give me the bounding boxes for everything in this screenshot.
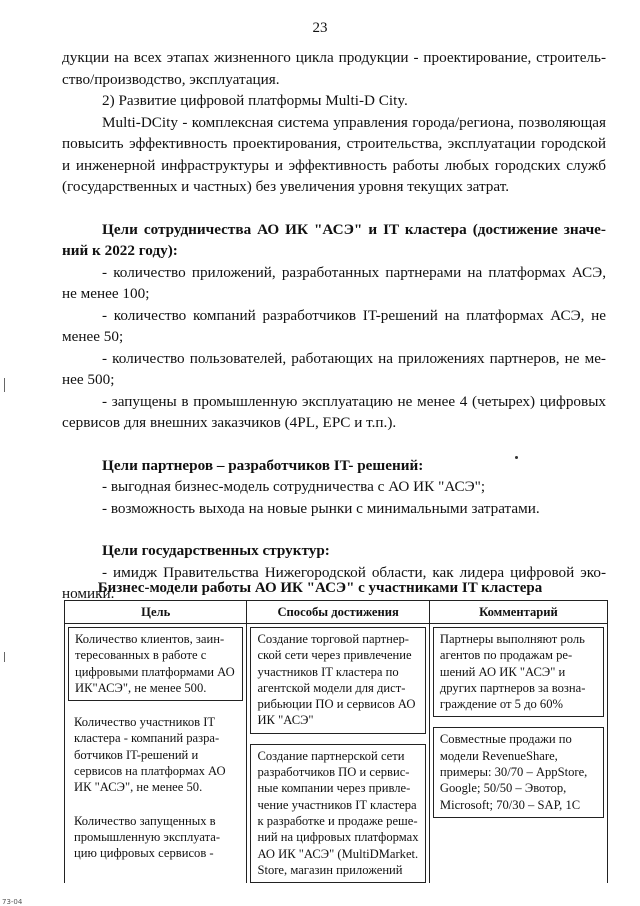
- table-cell: Создание партнерской сети разработчиков ПО и сервис-ные компании через привле-чение участников IT кластера к разработке и продаже реше-ний на цифровых платформах АО ИК "АСЭ" (MultiDMarket. Store, магазин приложений: [250, 744, 425, 883]
- partner-goals-heading: Цели партнеров – разработчиков IT- решений:: [102, 456, 424, 474]
- scan-margin-mark: [4, 652, 5, 662]
- paragraph: Multi-DCity - комплексная система управления города/региона, позволяющая повысить эффективность проектирования, строительства, эксплуатации городской и инженерной инфраструктуры и эффективность работы любых городских служб (государственных и частных) без увеличения уровня текущих затрат.: [62, 113, 606, 195]
- table-header-row: [65, 601, 608, 624]
- list-item: - количество приложений, разработанных партнерами на платформах АСЭ, не менее 100;: [62, 263, 606, 302]
- column-header: Способы достижения: [247, 601, 429, 624]
- column-header: Комментарий: [429, 601, 607, 624]
- cooperation-goals-heading: Цели сотрудничества АО ИК "АСЭ" и IT кластера (достижение значе-ний к 2022 году):: [62, 220, 606, 259]
- comment-column: [429, 624, 607, 884]
- state-goals-heading: Цели государственных структур:: [102, 542, 330, 559]
- business-models-table: [64, 600, 608, 883]
- footer-mark: 73-04: [2, 898, 23, 906]
- list-item: - имидж Правительства Нижегородской области, как лидера цифровой эко-номики.: [62, 563, 606, 602]
- scan-speck: [515, 456, 518, 459]
- table-cell: Количество клиентов, заин-тересованных в работе с цифровыми платформами АО ИК"АСЭ", не менее 500.: [68, 627, 243, 701]
- table-title: Бизнес-модели работы АО ИК "АСЭ" с участниками IT кластера: [97, 580, 543, 596]
- list-item: - возможность выхода на новые рынки с минимальными затратами.: [102, 499, 540, 517]
- list-item: - количество компаний разработчиков IT-решений на платформах АСЭ, не менее 50;: [62, 306, 606, 345]
- goal-column: [65, 624, 247, 884]
- column-header: Цель: [65, 601, 247, 624]
- table-cell: Создание торговой партнер-ской сети через привлечение участников IT кластера по агентской модели для дист-рибьюции ПО и сервисов АО ИК "АСЭ": [250, 627, 425, 734]
- table-cell: Количество участников IT кластера - компаний разра-ботчиков IT-решений и сервисов на платформах АО ИК "АСЭ", не менее 50.: [74, 715, 226, 795]
- table-body-row: [65, 624, 608, 884]
- list-item: - количество пользователей, работающих на приложениях партнеров, не ме-нее 500;: [62, 349, 606, 388]
- table-cell: Совместные продажи по модели RevenueShare, примеры: 30/70 – AppStore, Google; 50/50 – Эвотор, Microsoft; 70/30 – SAP, 1C: [433, 727, 604, 817]
- list-item: - выгодная бизнес-модель сотрудничества с АО ИК "АСЭ";: [102, 478, 486, 495]
- list-item: - запущены в промышленную эксплуатацию не менее 4 (четырех) цифровых сервисов для внешних заказчиков (4PL, EPC и т.п.).: [62, 392, 606, 431]
- method-column: [247, 624, 429, 884]
- table-cell: Партнеры выполняют роль агентов по продажам ре-шений АО ИК "АСЭ" и других партнеров за возна-граждение от 5 до 60%: [433, 627, 604, 717]
- document-body: [62, 47, 606, 605]
- paragraph: дукции на всех этапах жизненного цикла продукции - проектирование, строитель-ство/производство, эксплуатация.: [62, 49, 606, 88]
- page-number: 23: [312, 20, 328, 36]
- scan-margin-mark: [4, 378, 5, 392]
- paragraph: 2) Развитие цифровой платформы Multi-D City.: [102, 92, 408, 109]
- table-cell: Количество запущенных в промышленную эксплуата-цию цифровых сервисов -: [74, 813, 221, 861]
